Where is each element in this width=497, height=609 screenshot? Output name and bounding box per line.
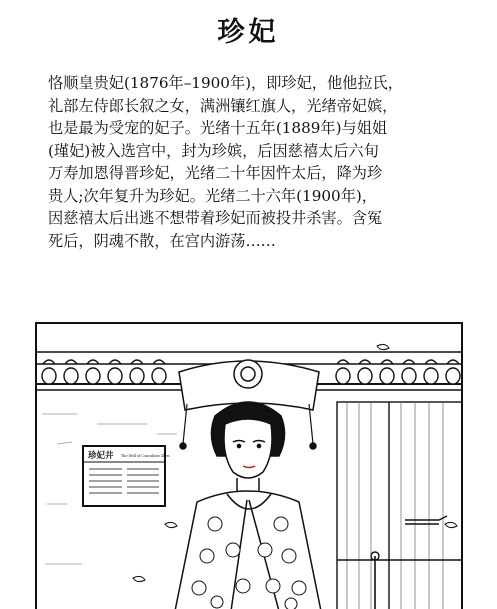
page-title: 珍妃 [217,17,280,48]
paragraph-line: 恪顺皇贵妃(1876年–1900年)，即珍妃，他他拉氏， [48,74,403,92]
paragraph-line: 也是最为受宠的妃子。光绪十五年(1889年)与姐姐 [48,119,388,137]
paragraph-line: 万寿加恩得晋珍妃，光绪二十年因忤太后，降为珍 [48,164,383,182]
paragraph-line: (瑾妃)被入选宫中，封为珍嫔，后因慈禧太后六旬 [48,141,379,160]
comic-illustration [35,322,463,609]
illustration-drawing [37,324,463,609]
intro-paragraph [48,72,453,252]
plaque-title: 珍妃井 [88,451,114,461]
paragraph-line: 因慈禧太后出逃不想带着珍妃而被投井杀害。含冤 [48,209,383,227]
plaque-subtitle: The Well of Concubine Zhen [121,454,170,458]
palace-door [337,402,463,609]
paragraph-line: 死后，阴魂不散，在宫内游荡…… [48,231,276,250]
paragraph-line: 礼部左侍郎长叙之女，满洲镶红旗人，光绪帝妃嫔， [48,96,398,115]
paragraph-line: 贵人;次年复升为珍妃。光绪二十六年(1900年)， [48,186,377,205]
